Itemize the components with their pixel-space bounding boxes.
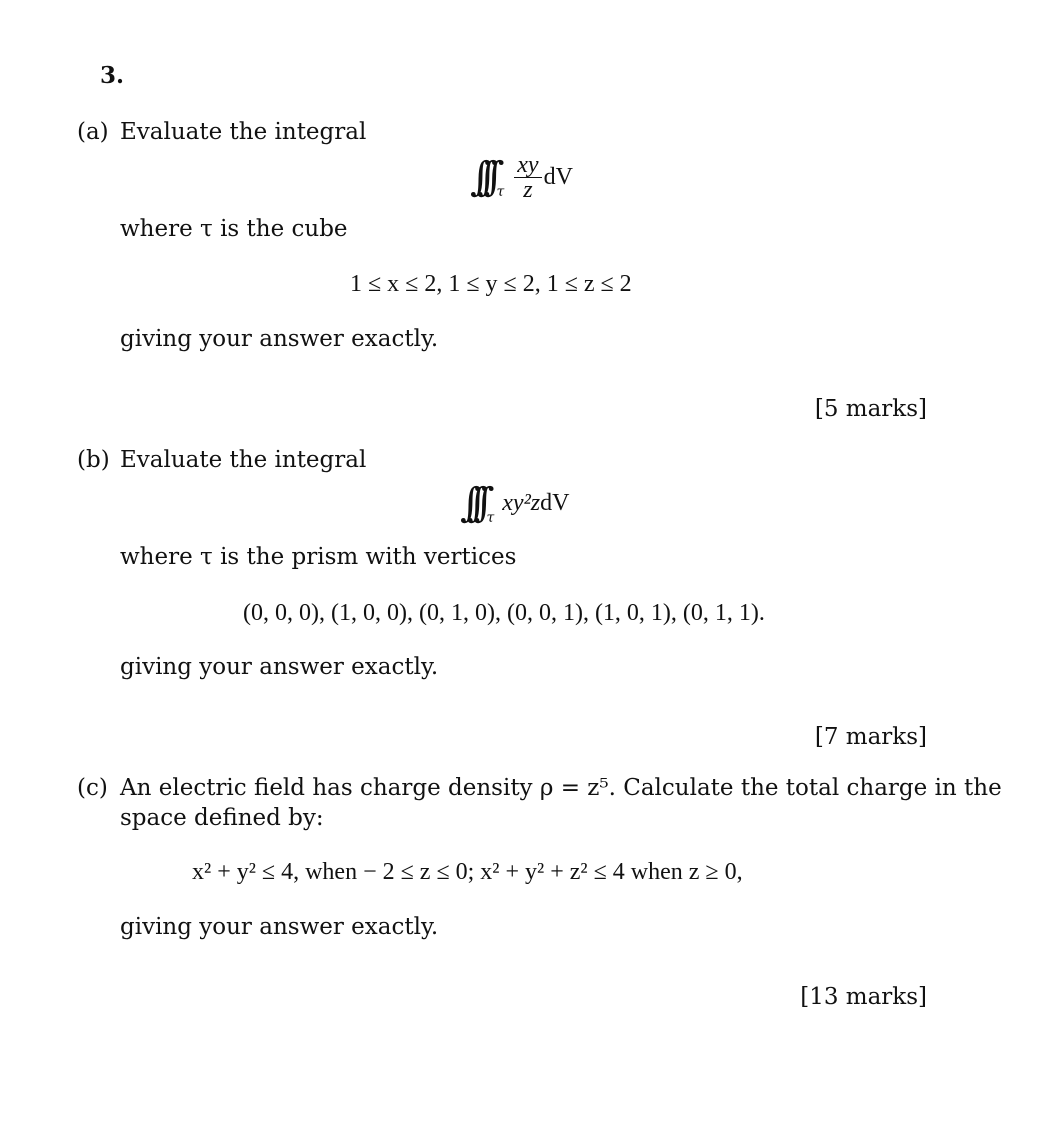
part-b-differential: dV: [540, 490, 570, 516]
part-a-integrand-fraction: [514, 153, 541, 202]
part-b-where-text: where τ is the prism with vertices: [120, 544, 517, 570]
part-a-integrand-numerator: xy: [514, 153, 541, 178]
part-c-marks: [13 marks]: [800, 984, 927, 1010]
part-a-intro: Evaluate the integral: [120, 119, 367, 145]
part-c-intro-line2: space defined by:: [120, 805, 324, 831]
part-a-differential: dV: [543, 164, 573, 190]
part-b-integral: [460, 478, 569, 528]
triple-integral-symbol: ∫∫∫: [460, 480, 481, 526]
part-b-integrand: xy²z: [502, 490, 541, 516]
part-b-region-symbol: τ: [486, 510, 495, 526]
part-b-condition: (0, 0, 0), (1, 0, 0), (0, 1, 0), (0, 0, 1), (1, 0, 1), (0, 1, 1).: [243, 600, 765, 626]
part-a-closing: giving your answer exactly.: [120, 326, 439, 352]
part-b-marks: [7 marks]: [814, 724, 927, 750]
part-a-integral: [470, 148, 573, 206]
part-b-closing: giving your answer exactly.: [120, 654, 439, 680]
part-c-intro-line1: An electric field has charge density ρ = z⁵. Calculate the total charge in the: [120, 775, 1002, 801]
part-a-integrand-denominator: z: [523, 176, 533, 203]
part-c-condition: x² + y² ≤ 4, when − 2 ≤ z ≤ 0; x² + y² + z² ≤ 4 when z ≥ 0,: [192, 859, 743, 885]
part-a-label: (a): [77, 119, 109, 145]
part-a-region-symbol: τ: [496, 184, 505, 200]
question-number: 3.: [100, 62, 125, 89]
part-a-marks: [5 marks]: [814, 396, 927, 422]
part-a-where-text: where τ is the cube: [120, 216, 348, 242]
part-a-condition: 1 ≤ x ≤ 2, 1 ≤ y ≤ 2, 1 ≤ z ≤ 2: [350, 271, 632, 297]
part-b-label: (b): [77, 447, 110, 473]
part-b-intro: Evaluate the integral: [120, 447, 367, 473]
part-c-label: (c): [77, 775, 108, 801]
triple-integral-symbol: ∫∫∫: [470, 154, 491, 200]
part-c-closing: giving your answer exactly.: [120, 914, 439, 940]
